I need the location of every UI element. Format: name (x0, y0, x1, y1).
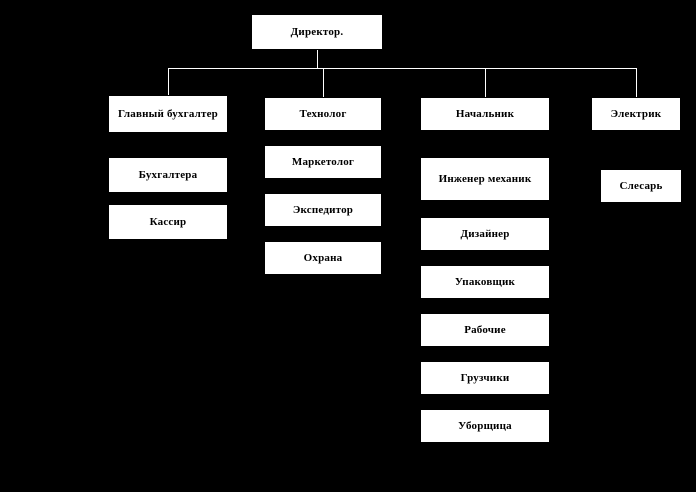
connector-branch-technology (323, 68, 324, 97)
node-rabochie[interactable]: Рабочие (420, 313, 550, 347)
connector-main-horizontal (168, 68, 636, 69)
node-kassir[interactable]: Кассир (108, 204, 228, 240)
node-nachalnik[interactable]: Начальник (420, 97, 550, 131)
node-upakovshik[interactable]: Упаковщик (420, 265, 550, 299)
node-buhgaltera[interactable]: Бухгалтера (108, 157, 228, 193)
connector-director-down (317, 50, 318, 68)
node-inzhener-mehanik[interactable]: Инженер механик (420, 157, 550, 201)
node-marketolog[interactable]: Маркетолог (264, 145, 382, 179)
node-slesar[interactable]: Слесарь (600, 169, 682, 203)
node-uborshica[interactable]: Уборщица (420, 409, 550, 443)
connector-branch-accounting (168, 68, 169, 95)
connector-branch-electric (636, 68, 637, 97)
node-glavnyi-buhgalter[interactable]: Главный бухгалтер (108, 95, 228, 133)
node-tehnolog[interactable]: Технолог (264, 97, 382, 131)
node-ohrana[interactable]: Охрана (264, 241, 382, 275)
connector-branch-production (485, 68, 486, 97)
node-director[interactable]: Директор. (251, 14, 383, 50)
node-gruzchiki[interactable]: Грузчики (420, 361, 550, 395)
node-dizayner[interactable]: Дизайнер (420, 217, 550, 251)
node-ekspeditor[interactable]: Экспедитор (264, 193, 382, 227)
node-elektrik[interactable]: Электрик (591, 97, 681, 131)
